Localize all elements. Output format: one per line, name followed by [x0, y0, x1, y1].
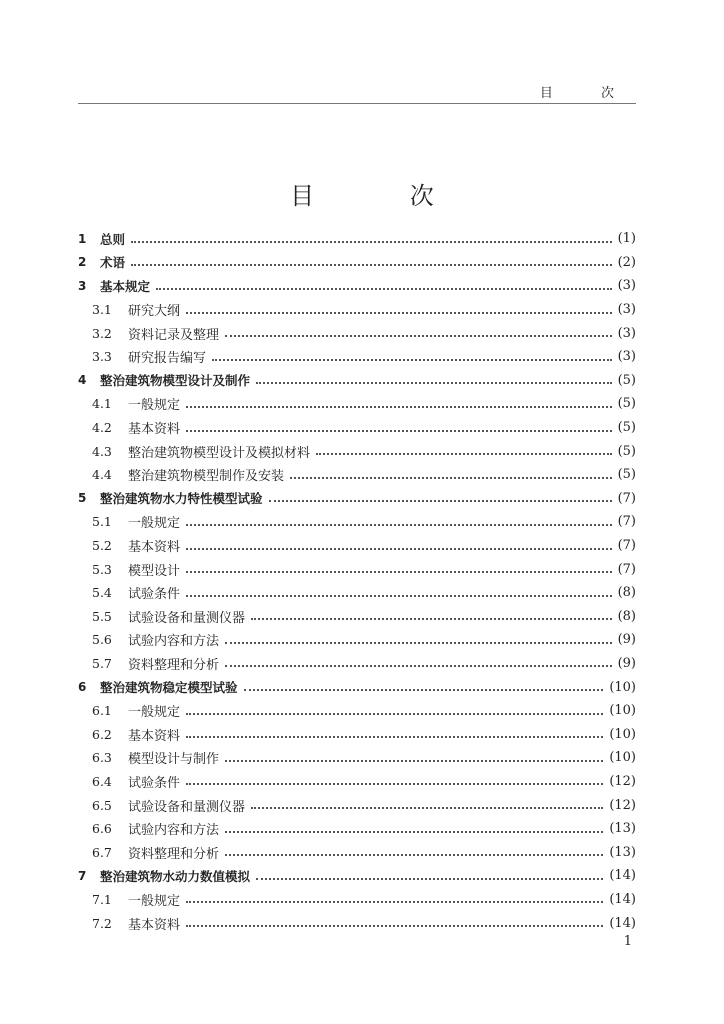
toc-entry-title: 总则 [100, 231, 126, 247]
toc-entry-number: 6.1 [92, 703, 112, 719]
toc-entry-title: 一般规定 [128, 516, 181, 532]
toc-entry-number: 1 [78, 231, 87, 246]
toc-entry-page: (7) [617, 490, 636, 506]
toc-entry-number: 4.3 [92, 443, 112, 459]
toc-section-entry [78, 463, 636, 487]
toc-entry-title: 整治建筑物模型设计及模拟材料 [128, 445, 311, 461]
toc-entry-page: (5) [617, 372, 636, 388]
toc-dot-leader [186, 312, 612, 314]
toc-entry-number: 4.1 [92, 396, 112, 412]
toc-dot-leader [269, 500, 612, 502]
toc-dot-leader [131, 264, 612, 266]
toc-entry-page: (3) [617, 325, 636, 341]
toc-dot-leader [212, 359, 612, 361]
toc-entry-title: 基本资料 [128, 422, 181, 438]
toc-dot-leader [186, 736, 603, 738]
toc-section-entry [78, 628, 636, 652]
toc-section-entry [78, 722, 636, 746]
toc-entry-page: (5) [617, 467, 636, 483]
toc-entry-page: (9) [617, 632, 636, 648]
toc-entry-title: 整治建筑物稳定模型试验 [100, 680, 238, 696]
toc-entry-number: 3.2 [92, 325, 112, 341]
toc-section-entry [78, 605, 636, 629]
toc-section-entry [78, 510, 636, 534]
toc-section-entry [78, 888, 636, 912]
toc-dot-leader [186, 713, 603, 715]
toc-entry-number: 7 [78, 868, 87, 883]
toc-entry-title: 研究报告编写 [128, 351, 207, 367]
toc-dot-leader [186, 571, 612, 573]
toc-entry-page: (13) [609, 821, 636, 837]
toc-dot-leader [251, 807, 603, 809]
toc-entry-page: (2) [617, 254, 636, 270]
toc-entry-title: 整治建筑物水动力数值模拟 [100, 868, 251, 884]
toc-section-entry [78, 439, 636, 463]
toc-entry-number: 7.2 [92, 915, 112, 931]
toc-entry-number: 4.2 [92, 420, 112, 436]
toc-entry-page: (9) [617, 655, 636, 671]
toc-entry-page: (7) [617, 561, 636, 577]
toc-entry-number: 4 [78, 373, 87, 388]
toc-dot-leader [225, 665, 612, 667]
toc-section-entry [78, 416, 636, 440]
toc-dot-leader [186, 901, 603, 903]
toc-entry-number: 2 [78, 255, 87, 270]
toc-entry-title: 资料整理和分析 [128, 657, 220, 673]
toc-section-entry [78, 534, 636, 558]
toc-section-entry [78, 581, 636, 605]
toc-chapter-entry [78, 227, 636, 251]
toc-entry-title: 整治建筑物模型设计及制作 [100, 373, 251, 389]
toc-chapter-entry [78, 487, 636, 511]
toc-entry-number: 6.4 [92, 773, 112, 789]
toc-dot-leader [225, 335, 612, 337]
toc-entry-number: 5.6 [92, 632, 112, 648]
toc-entry-page: (14) [609, 891, 636, 907]
toc-entry-page: (14) [609, 868, 636, 884]
toc-chapter-entry [78, 864, 636, 888]
toc-entry-page: (14) [609, 915, 636, 931]
toc-section-entry [78, 298, 636, 322]
toc-entry-number: 5.4 [92, 585, 112, 601]
toc-section-entry [78, 699, 636, 723]
toc-entry-title: 基本资料 [128, 917, 181, 933]
toc-section-entry [78, 345, 636, 369]
toc-entry-page: (10) [609, 726, 636, 742]
toc-entry-number: 7.1 [92, 891, 112, 907]
toc-entry-page: (8) [617, 585, 636, 601]
toc-section-entry [78, 770, 636, 794]
toc-entry-page: (10) [609, 679, 636, 695]
toc-dot-leader [225, 642, 612, 644]
toc-entry-title: 模型设计与制作 [128, 752, 220, 768]
toc-chapter-entry [78, 274, 636, 298]
toc-section-entry [78, 793, 636, 817]
toc-entry-title: 整治建筑物模型制作及安装 [128, 469, 285, 485]
toc-chapter-entry [78, 675, 636, 699]
toc-entry-page: (10) [609, 703, 636, 719]
toc-section-entry [78, 652, 636, 676]
toc-entry-page: (10) [609, 750, 636, 766]
toc-entry-page: (5) [617, 443, 636, 459]
toc-entry-title: 基本规定 [100, 278, 151, 294]
toc-entry-title: 试验条件 [128, 587, 181, 603]
toc-entry-number: 5.5 [92, 608, 112, 624]
toc-entry-number: 5.2 [92, 538, 112, 554]
toc-dot-leader [256, 878, 603, 880]
toc-entry-title: 一般规定 [128, 705, 181, 721]
running-header-title: 目 次 [539, 86, 636, 101]
toc-chapter-entry [78, 251, 636, 275]
toc-entry-number: 5 [78, 491, 87, 506]
toc-dot-leader [186, 595, 612, 597]
toc-entry-title: 术语 [100, 255, 126, 271]
toc-entry-number: 6.2 [92, 726, 112, 742]
toc-entry-number: 3.1 [92, 302, 112, 318]
toc-entry-number: 6.5 [92, 797, 112, 813]
toc-entry-page: (7) [617, 538, 636, 554]
toc-dot-leader [186, 548, 612, 550]
toc-dot-leader [186, 925, 603, 927]
toc-dot-leader [225, 854, 603, 856]
toc-dot-leader [290, 477, 612, 479]
toc-chapter-entry [78, 369, 636, 393]
toc-entry-page: (5) [617, 420, 636, 436]
toc-entry-title: 研究大纲 [128, 304, 181, 320]
toc-section-entry [78, 746, 636, 770]
toc-entry-title: 模型设计 [128, 563, 181, 579]
toc-entry-number: 6.7 [92, 844, 112, 860]
toc-entry-page: (7) [617, 514, 636, 530]
toc-dot-leader [186, 524, 612, 526]
toc-entry-title: 一般规定 [128, 893, 181, 909]
toc-dot-leader [186, 783, 603, 785]
page-title: 目 次 [290, 182, 478, 210]
toc-entry-number: 5.3 [92, 561, 112, 577]
toc-entry-title: 资料记录及整理 [128, 327, 220, 343]
toc-entry-title: 试验设备和量测仪器 [128, 799, 246, 815]
toc-entry-page: (3) [617, 302, 636, 318]
toc-dot-leader [256, 382, 612, 384]
page-number: 1 [623, 934, 632, 949]
header-rule [78, 103, 636, 104]
toc-entry-title: 试验设备和量测仪器 [128, 610, 246, 626]
toc-section-entry [78, 392, 636, 416]
toc-entry-number: 6 [78, 680, 87, 695]
toc-dot-leader [316, 453, 612, 455]
toc-entry-number: 3 [78, 278, 87, 293]
toc-dot-leader [251, 618, 612, 620]
toc-entry-page: (3) [617, 349, 636, 365]
table-of-contents [78, 227, 636, 935]
toc-entry-page: (5) [617, 396, 636, 412]
toc-entry-number: 5.1 [92, 514, 112, 530]
toc-section-entry [78, 557, 636, 581]
toc-section-entry [78, 817, 636, 841]
toc-entry-title: 资料整理和分析 [128, 846, 220, 862]
toc-dot-leader [225, 831, 603, 833]
toc-entry-title: 基本资料 [128, 728, 181, 744]
toc-entry-number: 4.4 [92, 467, 112, 483]
toc-entry-title: 试验内容和方法 [128, 823, 220, 839]
toc-dot-leader [225, 760, 603, 762]
toc-entry-number: 5.7 [92, 655, 112, 671]
toc-dot-leader [186, 430, 612, 432]
toc-dot-leader [244, 689, 604, 691]
toc-entry-page: (12) [609, 797, 636, 813]
toc-entry-title: 一般规定 [128, 398, 181, 414]
toc-dot-leader [186, 406, 612, 408]
toc-entry-title: 试验内容和方法 [128, 634, 220, 650]
toc-section-entry [78, 911, 636, 935]
toc-entry-page: (13) [609, 844, 636, 860]
toc-entry-number: 6.3 [92, 750, 112, 766]
toc-entry-number: 6.6 [92, 821, 112, 837]
toc-entry-title: 整治建筑物水力特性模型试验 [100, 491, 263, 507]
toc-entry-number: 3.3 [92, 349, 112, 365]
toc-entry-page: (12) [609, 773, 636, 789]
toc-entry-page: (1) [617, 231, 636, 247]
toc-dot-leader [131, 241, 612, 243]
toc-entry-title: 基本资料 [128, 540, 181, 556]
toc-dot-leader [156, 288, 612, 290]
toc-entry-page: (8) [617, 608, 636, 624]
toc-entry-page: (3) [617, 278, 636, 294]
toc-section-entry [78, 840, 636, 864]
toc-section-entry [78, 321, 636, 345]
toc-entry-title: 试验条件 [128, 775, 181, 791]
